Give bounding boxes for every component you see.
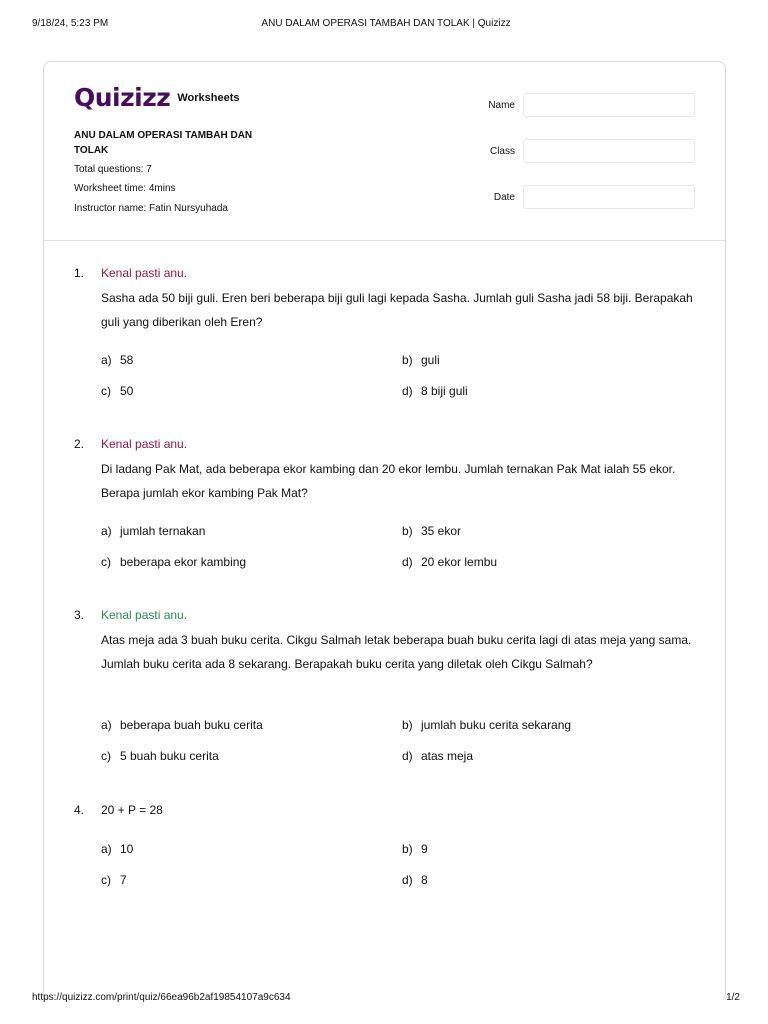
- option-d: d) 20 ekor lembu: [402, 555, 498, 569]
- option-d: d) 8 biji guli: [402, 384, 468, 398]
- worksheet-header: [44, 62, 725, 241]
- option-b: b) 35 ekor: [402, 524, 462, 538]
- print-title: ANU DALAM OPERASI TAMBAH DAN TOLAK | Quizizz: [261, 18, 511, 29]
- class-field[interactable]: [523, 139, 695, 163]
- option-c: c) 5 buah buku cerita: [101, 749, 219, 763]
- worksheet-time: Worksheet time: 4mins: [74, 183, 176, 194]
- option-b: b) guli: [402, 353, 440, 367]
- question-number: 3.: [74, 608, 85, 622]
- name-label: Name: [488, 100, 515, 111]
- question-text: 20 + P = 28: [101, 803, 163, 817]
- print-footer: [32, 992, 740, 1006]
- option-a: a) beberapa buah buku cerita: [101, 718, 263, 732]
- print-date: 9/18/24, 5:23 PM: [32, 18, 109, 29]
- worksheet-title: ANU DALAM OPERASI TAMBAH DAN TOLAK: [74, 130, 253, 156]
- date-field[interactable]: [523, 185, 695, 209]
- option-d: d) atas meja: [402, 749, 474, 763]
- name-field[interactable]: [523, 93, 695, 117]
- date-label: Date: [493, 192, 515, 203]
- option-c: c) beberapa ekor kambing: [101, 555, 247, 569]
- option-b: b) jumlah buku cerita sekarang: [402, 718, 572, 732]
- total-questions: Total questions: 7: [74, 164, 152, 175]
- question-tag: Kenal pasti anu.: [101, 608, 188, 622]
- question-tag: Kenal pasti anu.: [101, 266, 188, 280]
- instructor-name: Instructor name: Fatin Nursyuhada: [74, 203, 228, 214]
- brand: [74, 84, 240, 112]
- print-header: [32, 18, 740, 32]
- question-number: 4.: [74, 803, 85, 817]
- option-a: a) jumlah ternakan: [101, 524, 206, 538]
- question-text: Atas meja ada 3 buah buku cerita. Cikgu Salmah letak beberapa buah buku cerita lagi di atas meja yang sama. Jumlah buku cerita ada 8 sekarang. Berapakah buku cerita yang diletak oleh Cikgu Salmah?: [101, 633, 692, 671]
- option-b: b) 9: [402, 842, 428, 856]
- option-c: c) 7: [101, 873, 127, 887]
- question-text: Sasha ada 50 biji guli. Eren beri beberapa biji guli lagi kepada Sasha. Jumlah guli Sasha jadi 58 biji. Berapakah guli yang diberikan oleh Eren?: [101, 291, 693, 329]
- option-c: c) 50: [101, 384, 134, 398]
- option-a: a) 10: [101, 842, 134, 856]
- question-tag: Kenal pasti anu.: [101, 437, 188, 451]
- brand-tag: Worksheets: [177, 92, 240, 104]
- quizizz-logo: Quizizz: [74, 83, 171, 112]
- question-number: 2.: [74, 437, 85, 451]
- page-url: https://quizizz.com/print/quiz/66ea96b2af19854107a9c634: [32, 992, 291, 1003]
- worksheet-card: [43, 61, 726, 1001]
- option-d: d) 8: [402, 873, 428, 887]
- class-label: Class: [489, 146, 515, 157]
- page-number: 1/2: [726, 992, 740, 1003]
- question-number: 1.: [74, 266, 85, 280]
- question-text: Di ladang Pak Mat, ada beberapa ekor kambing dan 20 ekor lembu. Jumlah ternakan Pak Mat ialah 55 ekor. Berapa jumlah ekor kambing Pak Mat?: [101, 462, 676, 500]
- option-a: a) 58: [101, 353, 134, 367]
